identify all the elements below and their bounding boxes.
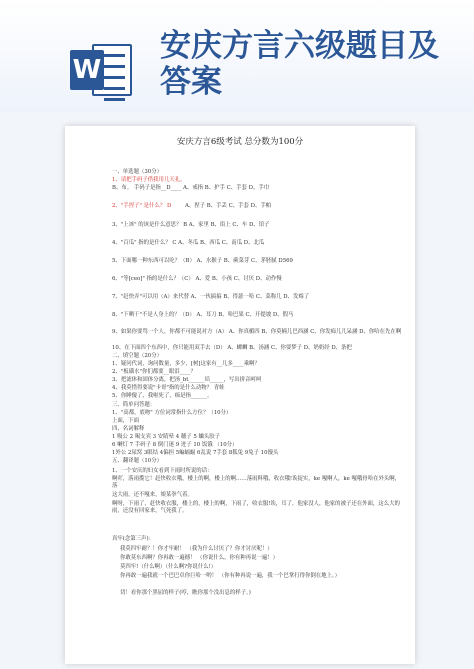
- term-list: 6 喇灯 7 手码子 8 倒门迷 9 迸子 10 饭饿 （10分）: [112, 442, 238, 448]
- answer-line: 上面，下面: [112, 418, 139, 424]
- document-preview[interactable]: [65, 126, 415, 664]
- section-heading: 二、填空题（20分）: [112, 353, 162, 359]
- question-line: 2、"板磺水"你们都要__眼泪____？: [112, 369, 196, 375]
- document-title: 安庆方言6级考试 总分数为100分: [176, 137, 304, 147]
- term-list: 1 吸公 2 喝支宾 3 安睛晕 4 穗子 5 蛐头胶子: [112, 434, 221, 440]
- answer-line: 1外公 2尿窝 3眼结 4偏担 5蝙蝠蝠 6乱说 7手套 8狐兔 9兔子 10馒头: [112, 450, 279, 456]
- section-heading: 四、名词解释: [112, 426, 145, 432]
- question-line: 1、请把手码子借我用几天礼。: [112, 177, 186, 183]
- question-line: 4、我莫惜得要说"卡哥"指的是什么动物？ 青蛙: [112, 385, 225, 391]
- word-document-icon: [70, 40, 132, 100]
- answer-options: A、捏子 B、手丢 C、手套 D、手帕: [185, 203, 272, 209]
- question-line: 5、你睡傻了，我啦死了，痴是指______。: [112, 393, 213, 399]
- question-line: 1、疑问代词，询问数量，多少，[树]这家有__几多____乘啊？: [112, 361, 260, 367]
- question-line: 8、"下晒干"不是人身上的？（D） A、耳刀 B、哈巴果 C、开提坡 D、假马: [112, 312, 294, 318]
- section-heading: 三、简单问答题：: [112, 402, 156, 408]
- dialogue-line: 我莫四牢耐？！你才牢耐！ （我为什么讨厌了？你才讨厌呢！）: [120, 546, 273, 552]
- question-line: 1、"高都，底吻" 方位词常指什么方位？（10分）: [112, 410, 232, 416]
- answer-line: B、布。 手码子是指__D____ A、戒指 B、护手 C、手套 D、手巾: [112, 185, 270, 191]
- section-heading: 一、单选题（30分）: [112, 169, 162, 175]
- question-line: 9、如果你要骂一个人，你都不可能说对方（A） A、你真楣四 B、你莫楠儿巴西涵 C、你发痴儿儿呆涵 D、你哈在先在啊: [112, 329, 402, 335]
- dialogue-line: 莫四牢!（什么啊）（什么啊?你说什么!）: [120, 564, 217, 570]
- question-line: 7、"赶快弄"可以用（A）来代替 A、一伙搞搞 B、得瑟一哈 C、菜称儿 D、发霉了: [112, 294, 310, 300]
- section-heading: 五、翻译题（10分）: [112, 458, 162, 464]
- section-heading: 真牢(念第三声)：: [112, 536, 154, 542]
- dialect-passage: 这大雨，还不嘎来，娘某拳气着。: [112, 492, 193, 498]
- question-line: 3、把滤体和固体分离，把汤_bt______培_____，写出拼音呵呵: [112, 377, 262, 383]
- header-banner: [0, 0, 474, 112]
- question-line: [112, 203, 171, 210]
- question-line: 10、在下面四个东西中，你只能用双手去（D） A、螺蛳 B、汤涵 C、你要梦子 D、奶奶经 D、条把: [112, 345, 352, 351]
- dialect-passage: 啊吖，落雨揽它！赶快收衣哦，楼上的啊，楼上的啊……落雨料哦，收衣哦!诶捉实，ke 嘎啊人，ke 嘎哦骨哈在外头啊，落: [112, 476, 401, 489]
- question-line: 4、"百瓜" 指的是什么？ C A、冬瓜 B、西瓜 C、南瓜 D、北瓜: [112, 240, 265, 246]
- dialogue-line: 你再敢一遍我就一个巴巴卓你巨哈一哟！ （你有种再说一遍，我一个巴掌打得你倒在地上。）: [120, 573, 341, 579]
- question-line: 6、"等[ceo]" 指的是什么？（C） A、爱 B、小孩 C、讨厌 D、动作慢: [112, 276, 282, 282]
- dialogue-line: 切！看你那个黑屈的样子(哼，瞧你那个没出息的样子。): [120, 590, 251, 596]
- question-line: 3、"上该" 的该是什么意思？ B A、家里 B、街上 C、车 D、馆子: [112, 222, 270, 228]
- dialogue-line: 你敢莫东西啊？你再敢一遍撼！ （你说什么，你有种再说一遍！）: [120, 555, 279, 561]
- question-line: 1、一个安庆的妇女看到下雨时所说的话：: [112, 468, 213, 474]
- page-title: 安庆方言六级题目及答案: [160, 28, 439, 100]
- question-line: 5、下面哪一种东西可以吃？（B） A、水猴子 B、蕨菜芽 C、茅胚腻 D569: [112, 258, 293, 264]
- question-red-part: 2、"手捏子" 是什么？ D: [112, 203, 172, 209]
- word-letter-badge: W: [70, 50, 104, 90]
- translation-passage: 啊呀，下雨了，赶快收衣服，楼上的，楼上的啊，下雨了，收衣服!诶，耳了，他家没人，他家的被子还在外面，这么大的雨，还没有回家来，气死我了。: [112, 501, 400, 514]
